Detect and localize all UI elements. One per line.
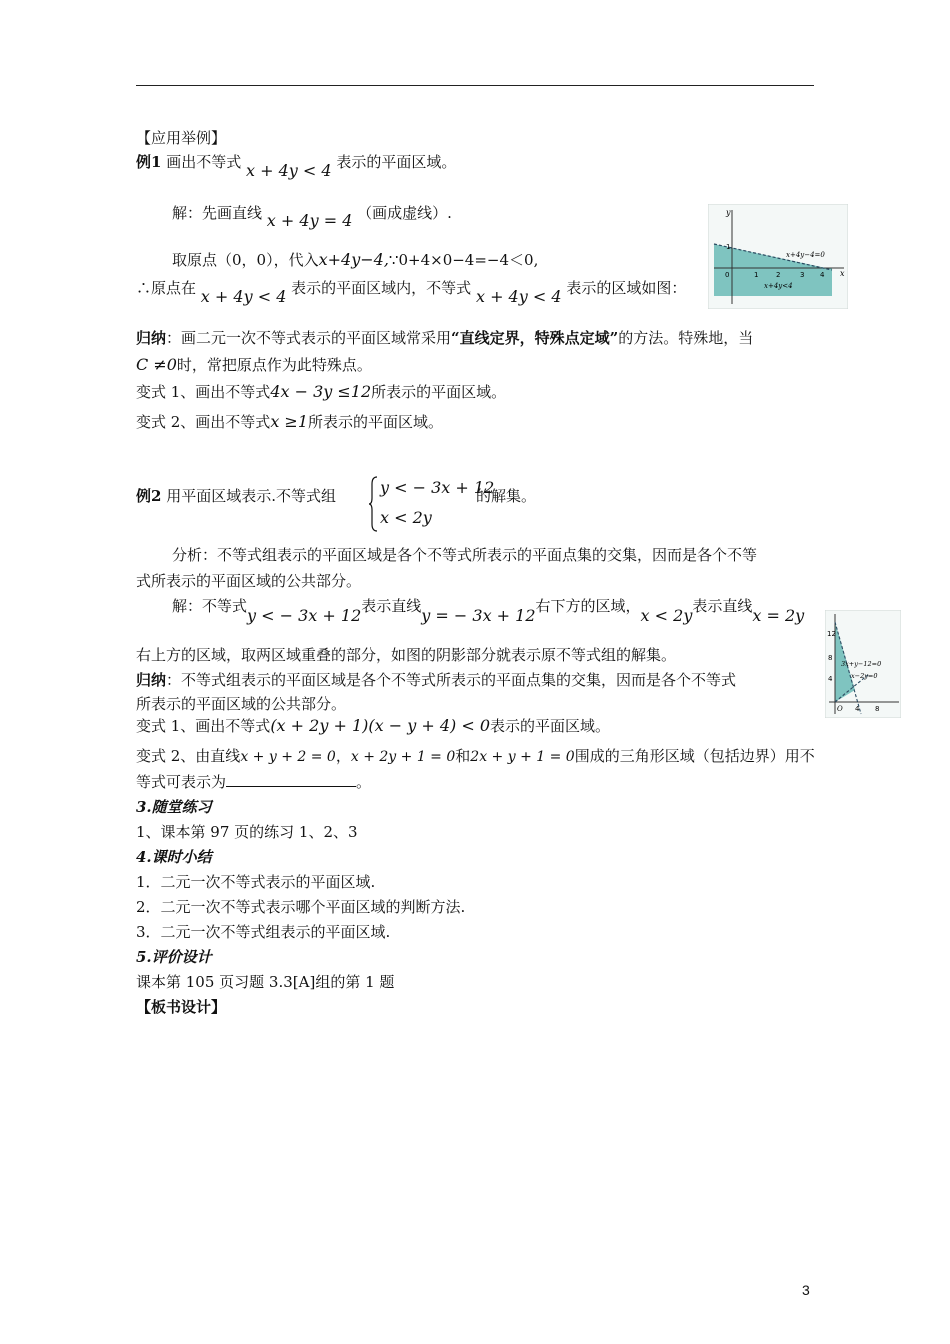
example1-conclusion: ∴原点在 x + 4y < 4 表示的平面区域内，不等式 x + 4y < 4 表示的区域如图： (136, 279, 687, 306)
line-label: x+4y−4=0 (786, 251, 825, 259)
practice-item: 1、课本第 97 页的练习 1、2、3 (136, 823, 358, 841)
svg-text:3: 3 (800, 271, 805, 279)
variant4-line1: 变式 2、由直线x + y + 2 = 0，x + 2y + 1 = 0和2x + y + 1 = 0围成的三角形区域（包括边界）用不 (136, 747, 815, 765)
region-label: x+4y<4 (764, 282, 793, 290)
svg-text:2: 2 (776, 271, 781, 279)
evaluation-title: 5.评价设计 (136, 948, 212, 966)
practice-title: 3.随堂练习 (136, 798, 212, 816)
svg-text:12: 12 (827, 630, 836, 638)
svg-text:4: 4 (820, 271, 825, 279)
example2-tail: 的解集。 (476, 487, 537, 505)
example2-solution: 解：不等式y < − 3x + 12表示直线y = − 3x + 12右下方的区域，x < 2y表示直线x = 2y (172, 597, 805, 625)
example2-solution-2: 右上方的区域，取两区域重叠的部分，如图的阴影部分就表示原不等式组的解集。 (136, 646, 677, 664)
svg-text:8: 8 (828, 654, 833, 662)
example1-label: 例1 (136, 153, 162, 171)
header-rule (136, 85, 814, 86)
lesson-summary-item: 1．二元一次不等式表示的平面区域. (136, 873, 376, 891)
lesson-summary-item: 3．二元一次不等式组表示的平面区域. (136, 923, 391, 941)
line-label-2: x−2y=0 (851, 672, 878, 680)
system-brace (368, 476, 378, 532)
svg-text:y: y (726, 208, 731, 217)
example1-statement: 例1 画出不等式 x + 4y < 4 表示的平面区域。 (136, 153, 457, 180)
variant4-line2: 等式可表示为 。 (136, 773, 372, 791)
system-ineq1: y < − 3x + 12 (380, 478, 495, 497)
variant2: 变式 2、画出不等式x ≥1所表示的平面区域。 (136, 412, 444, 431)
svg-text:0: 0 (725, 271, 730, 279)
example2-analysis-1: 分析：不等式组表示的平面区域是各个不等式所表示的平面点集的交集，因而是各个不等 (172, 546, 758, 564)
variant3: 变式 1、画出不等式(x + 2y + 1)(x − y + 4) < 0表示的平面区域。 (136, 716, 611, 735)
lesson-summary-title: 4.课时小结 (136, 848, 212, 866)
board-design-title: 【板书设计】 (136, 998, 227, 1016)
svg-text:4: 4 (855, 705, 860, 713)
system-ineq2: x < 2y (380, 508, 432, 527)
example2-analysis-2: 式所表示的平面区域的公共部分。 (136, 572, 362, 590)
figure-region-x4y (708, 204, 848, 309)
summary1-line1: 归纳：画二元一次不等式表示的平面区域常采用“直线定界，特殊点定域”的方法。特殊地，当 (136, 329, 754, 347)
figure-region-system (825, 610, 901, 718)
summary1-line2: C ≠0时，常把原点作为此特殊点。 (136, 355, 372, 374)
svg-text:1: 1 (726, 243, 731, 251)
lesson-summary-item: 2．二元一次不等式表示哪个平面区域的判断方法. (136, 898, 466, 916)
line-label-1: 3x+y−12=0 (841, 660, 882, 668)
svg-text:x: x (840, 269, 845, 278)
evaluation-text: 课本第 105 页习题 3.3[A]组的第 1 题 (136, 973, 395, 991)
svg-text:O: O (837, 705, 843, 713)
summary2-line2: 所表示的平面区域的公共部分。 (136, 695, 347, 713)
answer-blank[interactable] (226, 772, 356, 787)
page-number: 3 (802, 1282, 810, 1298)
svg-text:1: 1 (754, 271, 759, 279)
example1-solution: 解：先画直线 x + 4y = 4 （画成虚线）. (172, 204, 452, 230)
example1-origin-test: 取原点（0，0），代入x+4y−4,∵0+4×0−4=−4＜0, (172, 250, 539, 269)
variant1: 变式 1、画出不等式4x − 3y ≤12所表示的平面区域。 (136, 382, 507, 401)
svg-text:4: 4 (828, 675, 833, 683)
section-heading: 【应用举例】 (136, 129, 227, 147)
math-line: x + 4y = 4 (266, 211, 353, 230)
example2-statement: 例2 用平面区域表示.不等式组 (136, 487, 336, 505)
summary2-line1: 归纳：不等式组表示的平面区域是各个不等式所表示的平面点集的交集，因而是各个不等式 (136, 671, 737, 689)
svg-text:8: 8 (875, 705, 880, 713)
math-inequality: x + 4y < 4 (246, 161, 332, 180)
